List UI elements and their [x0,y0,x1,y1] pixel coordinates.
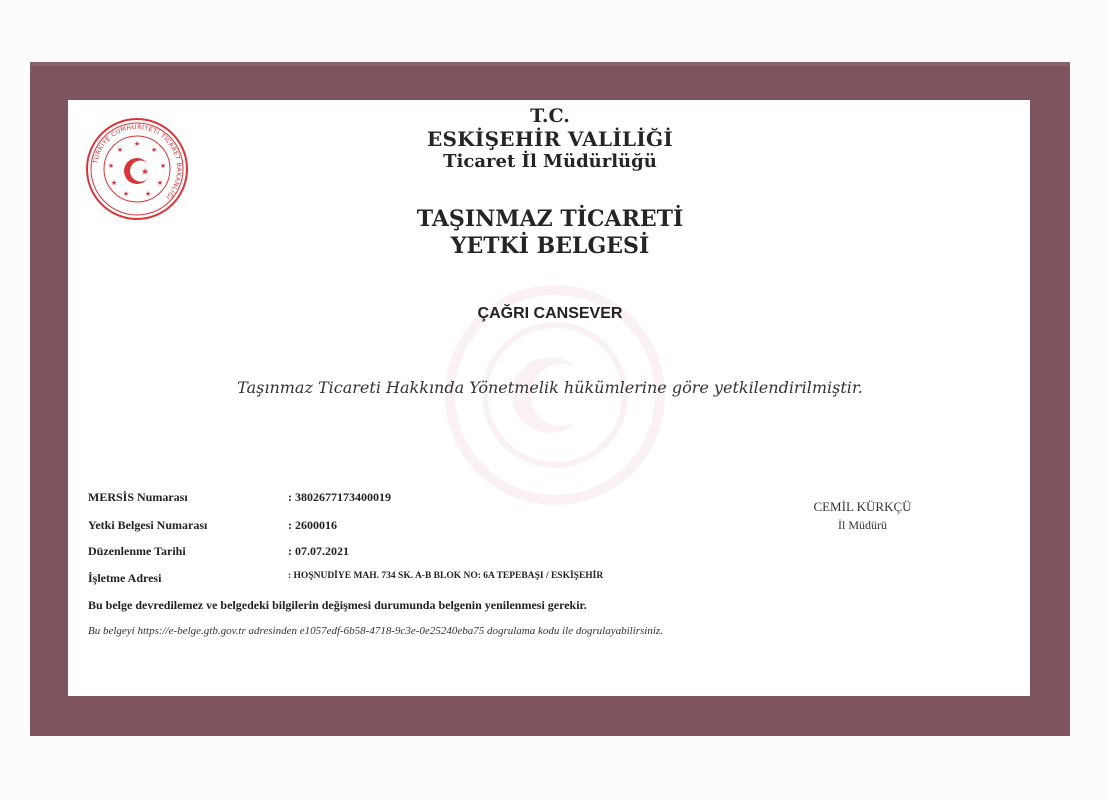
svg-text:★: ★ [110,179,118,187]
svg-text:★: ★ [150,146,158,154]
signatory [780,499,945,535]
title-line-2: YETKİ BELGESİ [450,233,650,259]
authorization-statement: Taşınmaz Ticareti Hakkında Yönetmelik hükümlerine göre yetkilendirilmiştir. [237,378,863,397]
certificate-title [300,206,800,260]
holder-name: ÇAĞRI CANSEVER [477,305,623,322]
directorate-name: Ticaret İl Müdürlüğü [443,151,657,172]
svg-text:★: ★ [144,190,152,198]
svg-text:★: ★ [140,167,150,178]
issuing-authority [300,104,800,174]
business-address-label: İşletme Adresi [88,571,162,585]
signatory-title: İl Müdürü [838,518,887,532]
certificate-details [88,490,788,590]
issue-date-label: Düzenlenme Tarihi [88,544,186,558]
mersis-label: MERSİS Numarası [88,490,188,504]
non-transferable-notice: Bu belge devredilemez ve belgedeki bilgilerin değişmesi durumunda belgenin yenilenmesi gerekir. [88,598,587,612]
mersis-value: : 3802677173400019 [288,490,391,504]
certificate-number-value: : 2600016 [288,518,337,532]
signatory-name: CEMİL KÜRKÇÜ [813,499,912,514]
svg-text:★: ★ [122,190,130,198]
certificate-number-label: Yetki Belgesi Numarası [88,518,208,532]
svg-text:★: ★ [116,146,124,154]
business-address-value: : HOŞNUDİYE MAH. 734 SK. A-B BLOK NO: 6A TEPEBAŞI / ESKİŞEHİR [288,571,604,581]
svg-text:★: ★ [133,140,141,148]
svg-text:★: ★ [159,162,167,170]
svg-text:★: ★ [107,162,115,170]
seal-ring-text: TÜRKİYE CUMHURİYETİ TİCARET BAKANLIĞI [92,123,183,201]
border-highlight [30,62,1070,66]
issue-date-value: : 07.07.2021 [288,544,349,558]
country-name: T.C. [530,105,570,127]
title-line-1: TAŞINMAZ TİCARETİ [416,206,684,232]
svg-text:★: ★ [156,179,164,187]
governorship-name: ESKİŞEHİR VALİLİĞİ [426,127,674,151]
verification-note: Bu belgeyi https://e-belge.gtb.gov.tr adresinden e1057edf-6b58-4718-9c3e-0e25240eba75 dogrulama kodu ile dogrulayabilirsiniz. [88,625,663,637]
ministry-seal-icon [84,116,190,222]
